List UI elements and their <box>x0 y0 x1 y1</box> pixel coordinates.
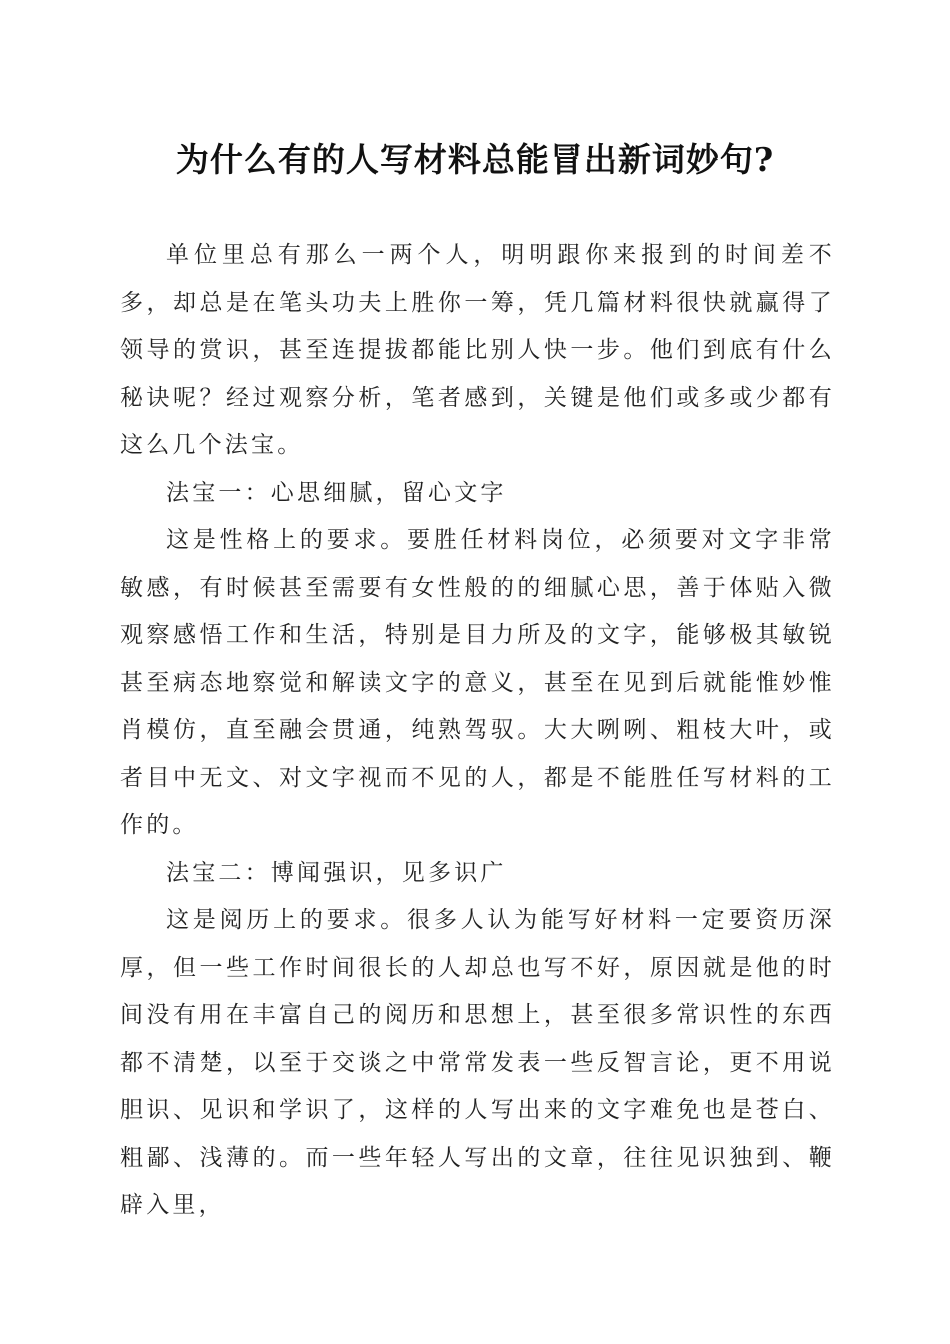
section-heading-1: 法宝一：心思细腻，留心文字 <box>166 479 507 506</box>
paragraph-section-1: 这是性格上的要求。要胜任材料岗位，必须要对文字非常敏感，有时候甚至需要有女性般的的细腻心思，善于体贴入微观察感悟工作和生活，特别是目力所及的文字，能够极其敏锐甚至病态地察觉和解读文字的意义，甚至在见到后就能惟妙惟肖模仿，直至融会贯通，纯熟驾驭。大大咧咧、粗枝大叶，或者目中无文、对文字视而不见的人，都是不能胜任写材料的工作的。 <box>120 527 835 838</box>
document-body <box>120 232 835 1230</box>
paragraph-intro: 单位里总有那么一两个人，明明跟你来报到的时间差不多，却总是在笔头功夫上胜你一筹，凭几篇材料很快就赢得了领导的赏识，甚至连提拔都能比别人快一步。他们到底有什么秘诀呢？经过观察分析，笔者感到，关键是他们或多或少都有这么几个法宝。 <box>120 242 835 458</box>
section-heading-2: 法宝二：博闻强识，见多识广 <box>166 859 507 886</box>
document-title: 为什么有的人写材料总能冒出新词妙句? <box>175 140 775 179</box>
paragraph-section-2: 这是阅历上的要求。很多人认为能写好材料一定要资历深厚，但一些工作时间很长的人却总也写不好，原因就是他的时间没有用在丰富自己的阅历和思想上，甚至很多常识性的东西都不清楚，以至于交谈之中常常发表一些反智言论，更不用说胆识、见识和学识了，这样的人写出来的文字难免也是苍白、粗鄙、浅薄的。而一些年轻人写出的文章，往往见识独到、鞭辟入里， <box>120 907 835 1218</box>
